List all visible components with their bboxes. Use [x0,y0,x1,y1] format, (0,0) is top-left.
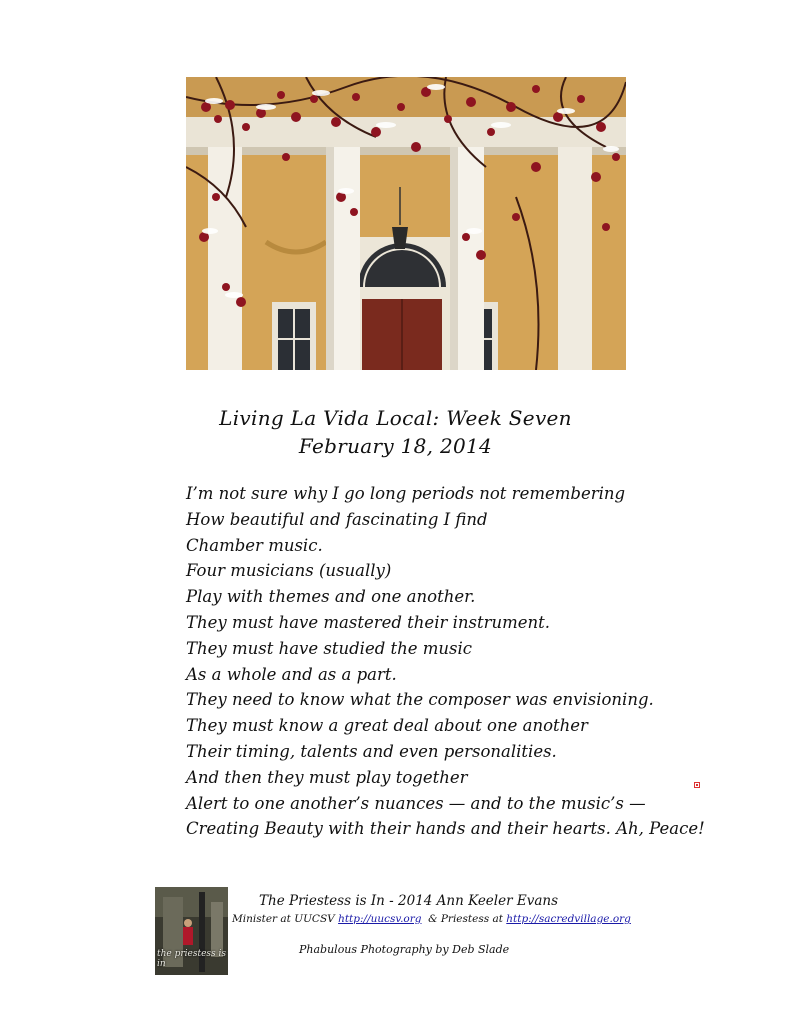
poem-line: They need to know what the composer was envisioning. [186,690,654,710]
poem-line: They must have studied the music [186,638,473,658]
poem-line: Chamber music. [186,535,323,555]
footer-links [232,913,631,925]
footer-prefix: Minister at UUCSV [232,913,339,925]
photo-credit: Phabulous Photography by Deb Slade [299,943,510,956]
poem-line: They must know a great deal about one another [186,716,588,736]
poem-date: February 18, 2014 [298,434,493,458]
uucsv-link[interactable]: http://uucsv.org [338,913,422,925]
poem-line: I’m not sure why I go long periods not remembering [186,484,626,503]
footer-copyright: The Priestess is In - 2014 Ann Keeler Evans [259,893,559,909]
poem-line: Creating Beauty with their hands and their hearts. Ah, Peace! [186,819,705,839]
poem-line: As a whole and as a part. [186,664,397,684]
footer-middle: & Priestess at [421,913,507,925]
poem-body [186,481,705,842]
poem-line: And then they must play together [186,767,468,787]
poem-line: Play with themes and one another. [186,587,476,607]
poem-line: Their timing, talents and even personalities. [186,741,557,761]
thumbnail-caption: the priestess is in [157,949,227,969]
poem-line: How beautiful and fascinating I find [186,509,488,529]
church-photo-icon [186,77,626,370]
poem-line: Four musicians (usually) [186,561,392,581]
poem-line: They must have mastered their instrument. [186,612,551,632]
poem-title: Living La Vida Local: Week Seven [219,406,572,430]
header-photo [186,77,626,370]
sacredvillage-link[interactable]: http://sacredvillage.org [506,913,631,925]
poem-line: Alert to one another’s nuances — and to the music’s — [186,793,646,813]
annotation-marker-icon[interactable] [694,782,700,788]
priestess-thumbnail [155,887,228,975]
